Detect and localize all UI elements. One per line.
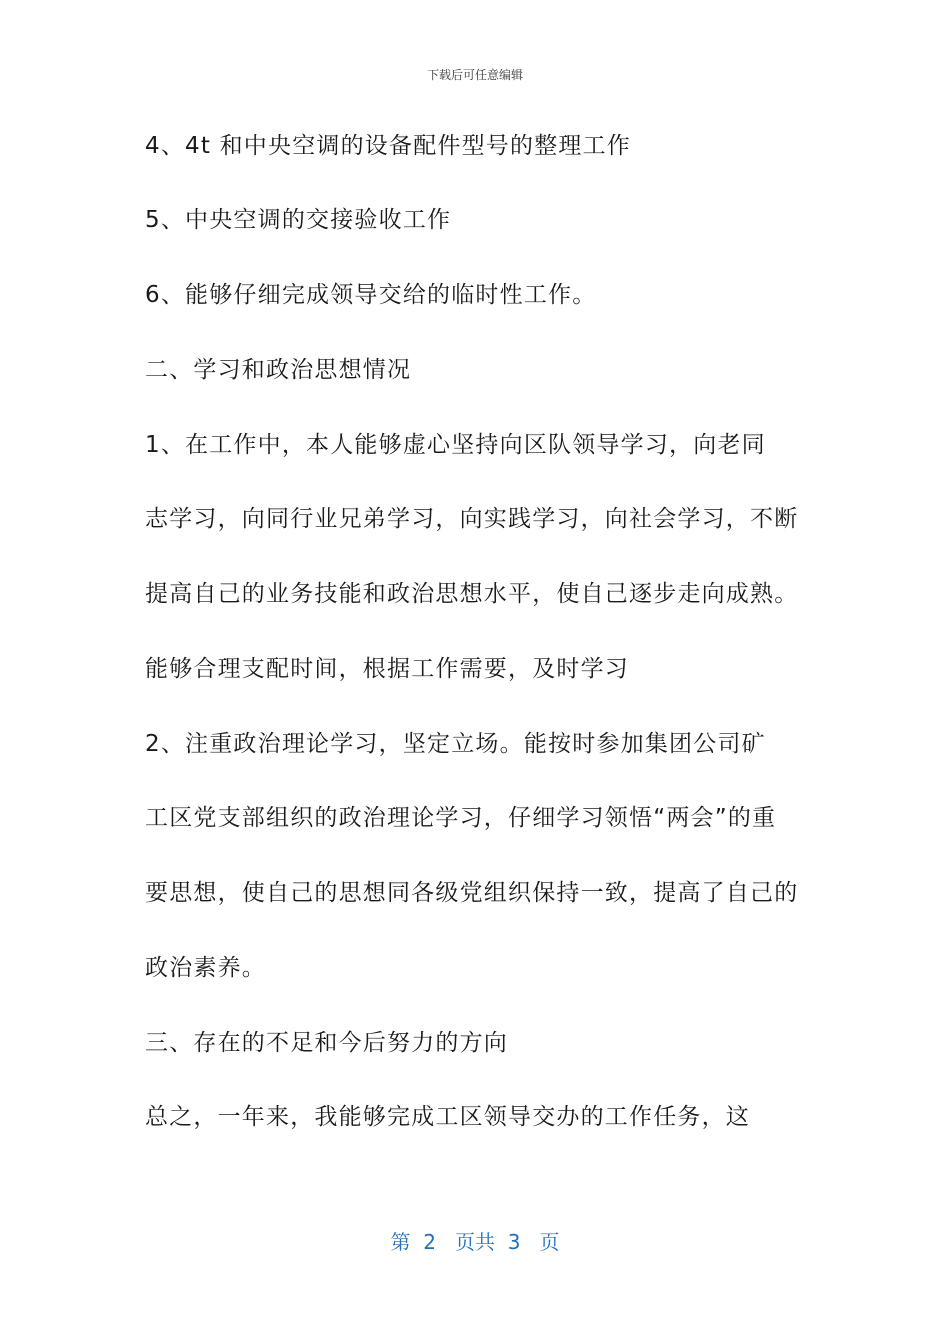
text-line-6: 志学习，向同行业兄弟学习，向实践学习，向社会学习，不断 <box>145 506 799 532</box>
footer-total-pages: 3 <box>507 1230 521 1254</box>
footer-current-page: 2 <box>423 1230 436 1254</box>
text-line-11: 要思想，使自己的思想同各级党组织保持一致，提高了自己的 <box>145 880 799 906</box>
text-line-9: 2、注重政治理论学习，坚定立场。能按时参加集团公司矿 <box>145 731 766 757</box>
page-footer <box>0 1226 950 1255</box>
text-line-14: 总之，一年来，我能够完成工区领导交办的工作任务，这 <box>145 1104 750 1130</box>
text-line-10: 工区党支部组织的政治理论学习，仔细学习领悟“两会”的重 <box>145 805 777 831</box>
text-line-5: 1、在工作中，本人能够虚心坚持向区队领导学习，向老同 <box>145 432 766 458</box>
footer-suffix: 页 <box>539 1230 560 1254</box>
footer-middle: 页共 <box>455 1230 495 1254</box>
text-line-8: 能够合理支配时间，根据工作需要，及时学习 <box>145 656 629 682</box>
text-line-7: 提高自己的业务技能和政治思想水平，使自己逐步走向成熟。 <box>145 581 799 607</box>
footer-prefix: 第 <box>390 1230 411 1254</box>
text-line-12: 政治素养。 <box>145 955 266 981</box>
text-line-3: 6、能够仔细完成领导交给的临时性工作。 <box>145 282 597 308</box>
text-line-2: 5、中央空调的交接验收工作 <box>145 207 452 233</box>
page-header: 下载后可任意编辑 <box>426 68 523 82</box>
text-line-1: 4、4t 和中央空调的设备配件型号的整理工作 <box>145 133 631 159</box>
section-heading-2: 二、学习和政治思想情况 <box>145 357 412 383</box>
section-heading-3: 三、存在的不足和今后努力的方向 <box>145 1030 508 1056</box>
